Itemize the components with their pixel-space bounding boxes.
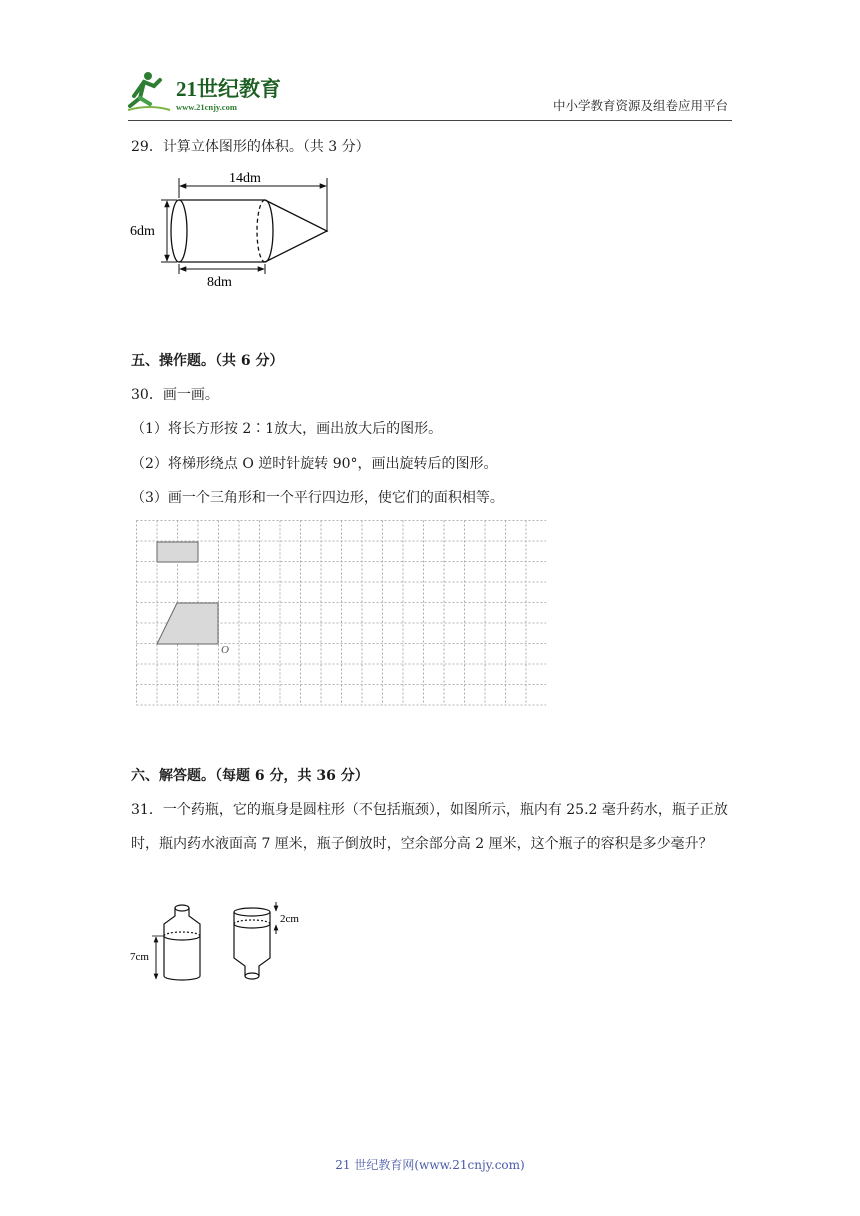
rectangle-shape: [157, 542, 198, 562]
q30-item-2: （2）将梯形绕点 O 逆时针旋转 90°，画出旋转后的图形。: [131, 456, 498, 472]
q30-item-1: （1）将长方形按 2∶1放大，画出放大后的图形。: [131, 421, 443, 437]
platform-name: 中小学教育资源及组卷应用平台: [552, 98, 728, 113]
section6-title: 六、解答题。（每题 6 分，共 36 分）: [131, 768, 369, 784]
diameter-label: 6dm: [130, 224, 155, 239]
trapezoid-shape: [157, 603, 218, 644]
q30-item-3: （3）画一个三角形和一个平行四边形，使它们的面积相等。: [131, 490, 504, 506]
point-o-label: O: [221, 644, 229, 656]
q29-title: 29．计算立体图形的体积。（共 3 分）: [131, 139, 370, 155]
upright-bottle: [164, 905, 200, 980]
q31-text: 31．一个药瓶，它的瓶身是圆柱形（不包括瓶颈），如图所示，瓶内有 25.2 毫升药水，瓶子正放时，瓶内药水液面高 7 厘米，瓶子倒放时，空余部分高 2 厘米，这个瓶子的容积是多少毫升？: [131, 802, 728, 852]
cone: [265, 200, 327, 262]
cylinder-right-visible: [265, 200, 273, 262]
drawing-grid: [136, 520, 546, 708]
inverted-bottle: [234, 908, 270, 979]
cylinder-sides: [179, 200, 265, 262]
gap-height-label: 2cm: [280, 913, 299, 925]
header-divider: [128, 120, 732, 121]
logo-text: 21世纪教育: [176, 77, 281, 101]
cylinder-cone-figure: [125, 170, 340, 290]
runner-icon: [128, 72, 170, 110]
q30-title: 30．画一画。: [131, 387, 219, 403]
section5-title: 五、操作题。（共 6 分）: [131, 353, 284, 369]
cylinder-right-hidden: [257, 200, 265, 262]
upright-height-label: 7cm: [130, 951, 149, 963]
site-logo: [120, 66, 290, 116]
cylinder-left-end: [171, 200, 187, 262]
length-label: 14dm: [229, 171, 261, 186]
bottle-figure: [128, 900, 313, 984]
footer: 21 世纪教育网(www.21cnjy.com): [335, 1158, 525, 1172]
logo-url: www.21cnjy.com: [176, 102, 237, 112]
cylinder-length-label: 8dm: [207, 275, 232, 290]
